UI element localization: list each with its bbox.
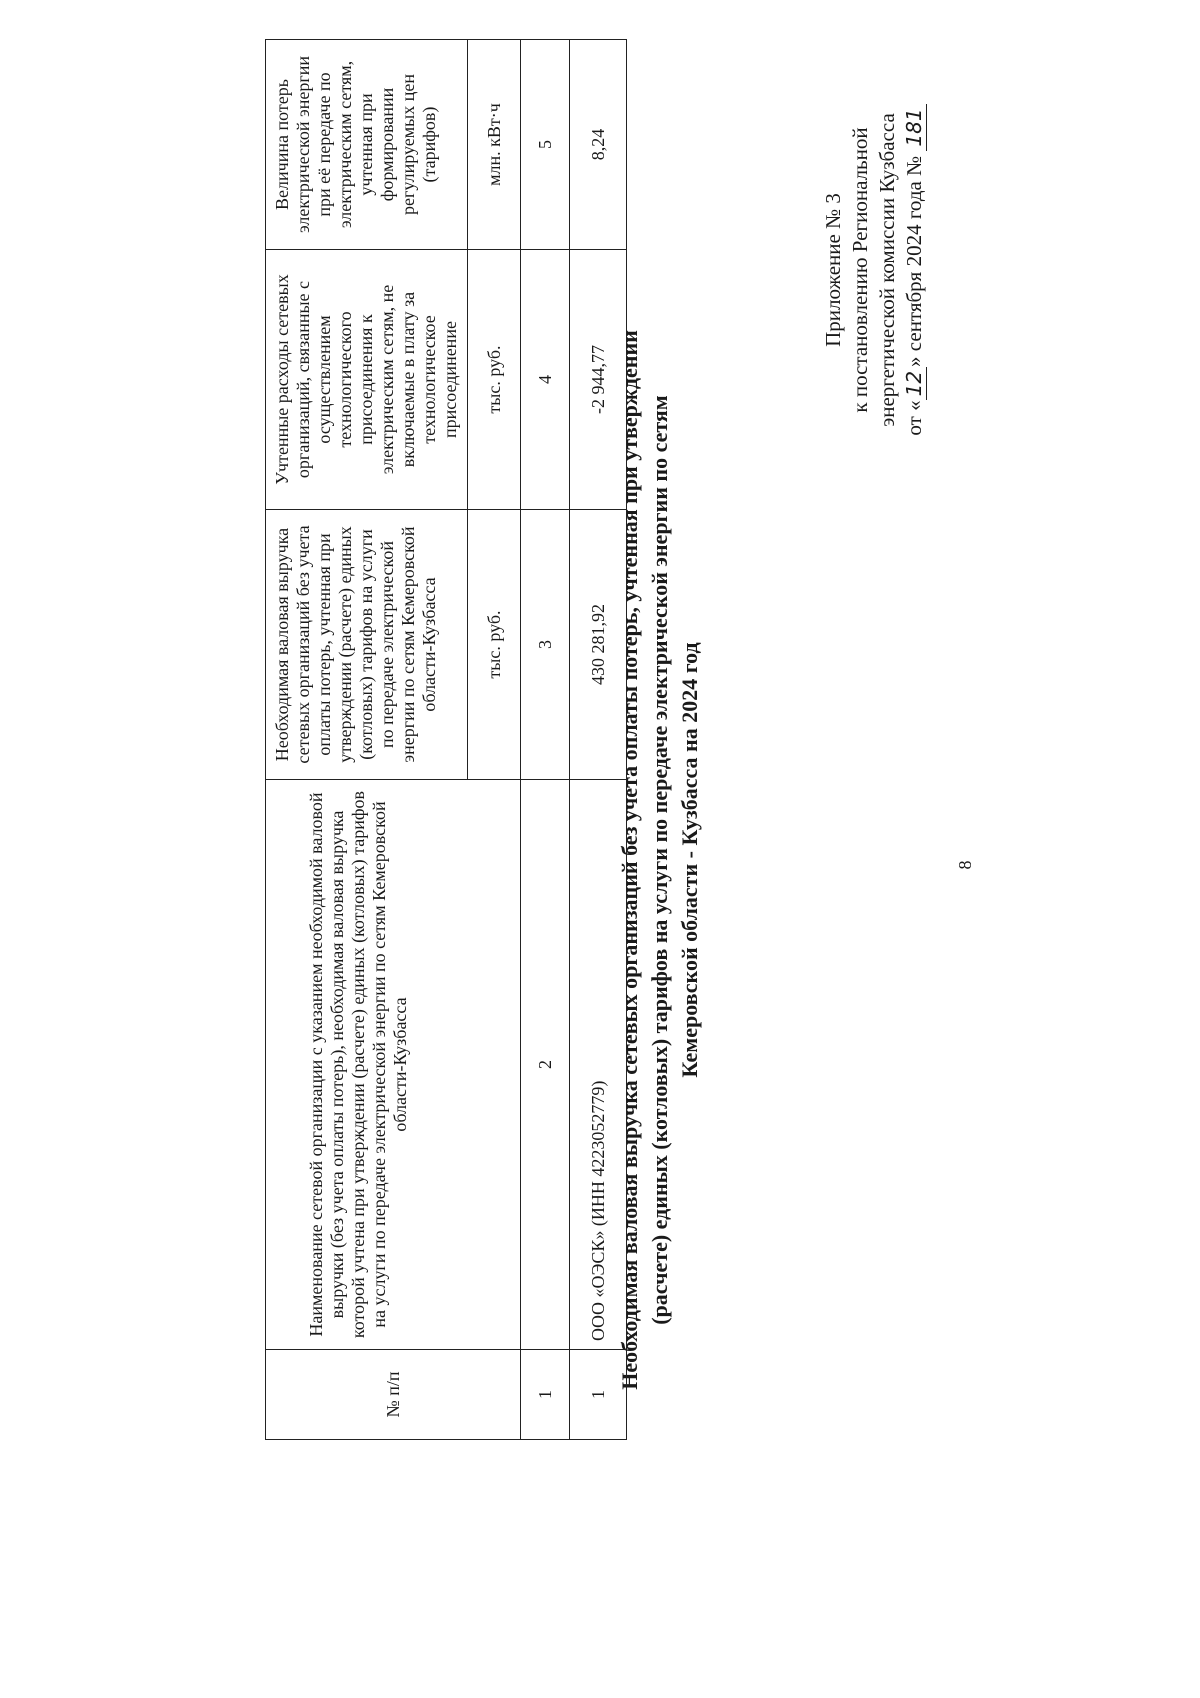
index-cell: 4 xyxy=(521,250,570,510)
header-name: Наименование сетевой организации с указанием необходимой валовой выручки (без учета оплаты потерь), необходимая валовая выручка которой учтена при утверждении (расчете) единых (котловых) тарифов на услуги по передаче электрической энергии по сетям Кемеровской области-Кузбасса xyxy=(266,780,521,1350)
unit-nvv: тыс. руб. xyxy=(468,510,521,780)
table-row xyxy=(570,40,627,1440)
row-num: 1 xyxy=(570,1350,627,1440)
date-middle: » сентября 2024 года № xyxy=(902,155,926,367)
row-name: ООО «ОЭСК» (ИНН 4223052779) xyxy=(570,780,627,1350)
row-losses: 8,24 xyxy=(570,40,627,250)
header-losses: Величина потерь электрической энергии при её передаче по электрическим сетям, учтенная при формировании регулируемых цен (тарифов) xyxy=(266,40,468,250)
index-cell: 1 xyxy=(521,1350,570,1440)
table-header-row xyxy=(266,40,468,1440)
document-sheet xyxy=(120,40,1080,1640)
index-cell: 5 xyxy=(521,40,570,250)
handwritten-day: 12 xyxy=(902,367,927,400)
revenue-table xyxy=(265,39,627,1440)
title-line: (расчете) единых (котловых) тарифов на услуги по передаче электрической энергии по сетям xyxy=(647,395,672,1325)
appendix-date-line xyxy=(901,40,928,500)
date-prefix: от « xyxy=(902,400,926,436)
appendix-line: к постановлению Региональной xyxy=(848,127,872,413)
title-line: Необходимая валовая выручка сетевых организаций без учета оплаты потерь, учтенная при утверждении xyxy=(617,330,642,1390)
document-title xyxy=(615,230,705,1490)
appendix-line: Приложение № 3 xyxy=(821,193,845,347)
index-cell: 2 xyxy=(521,780,570,1350)
index-cell: 3 xyxy=(521,510,570,780)
unit-expenses: тыс. руб. xyxy=(468,250,521,510)
row-nvv: 430 281,92 xyxy=(570,510,627,780)
appendix-header xyxy=(820,40,928,500)
handwritten-number: 181 xyxy=(902,104,927,150)
header-nvv: Необходимая валовая выручка сетевых организаций без учета оплаты потерь, учтенная при утверждении (расчете) единых (котловых) тарифов на услуги по передаче электрической энергии по сетям Кемеровской области-Кузбасса xyxy=(266,510,468,780)
header-expenses: Учтенные расходы сетевых организаций, связанные с осуществлением технологического присоединения к электрическим сетям, не включаемые в плату за технологическое присоединение xyxy=(266,250,468,510)
unit-losses: млн. кВт·ч xyxy=(468,40,521,250)
header-num: № п/п xyxy=(266,1350,521,1440)
table-index-row xyxy=(521,40,570,1440)
appendix-line: энергетической комиссии Кузбасса xyxy=(875,113,899,427)
page-number: 8 xyxy=(955,860,975,870)
title-line: Кемеровской области - Кузбасса на 2024 год xyxy=(677,642,702,1078)
row-expenses: -2 944,77 xyxy=(570,250,627,510)
